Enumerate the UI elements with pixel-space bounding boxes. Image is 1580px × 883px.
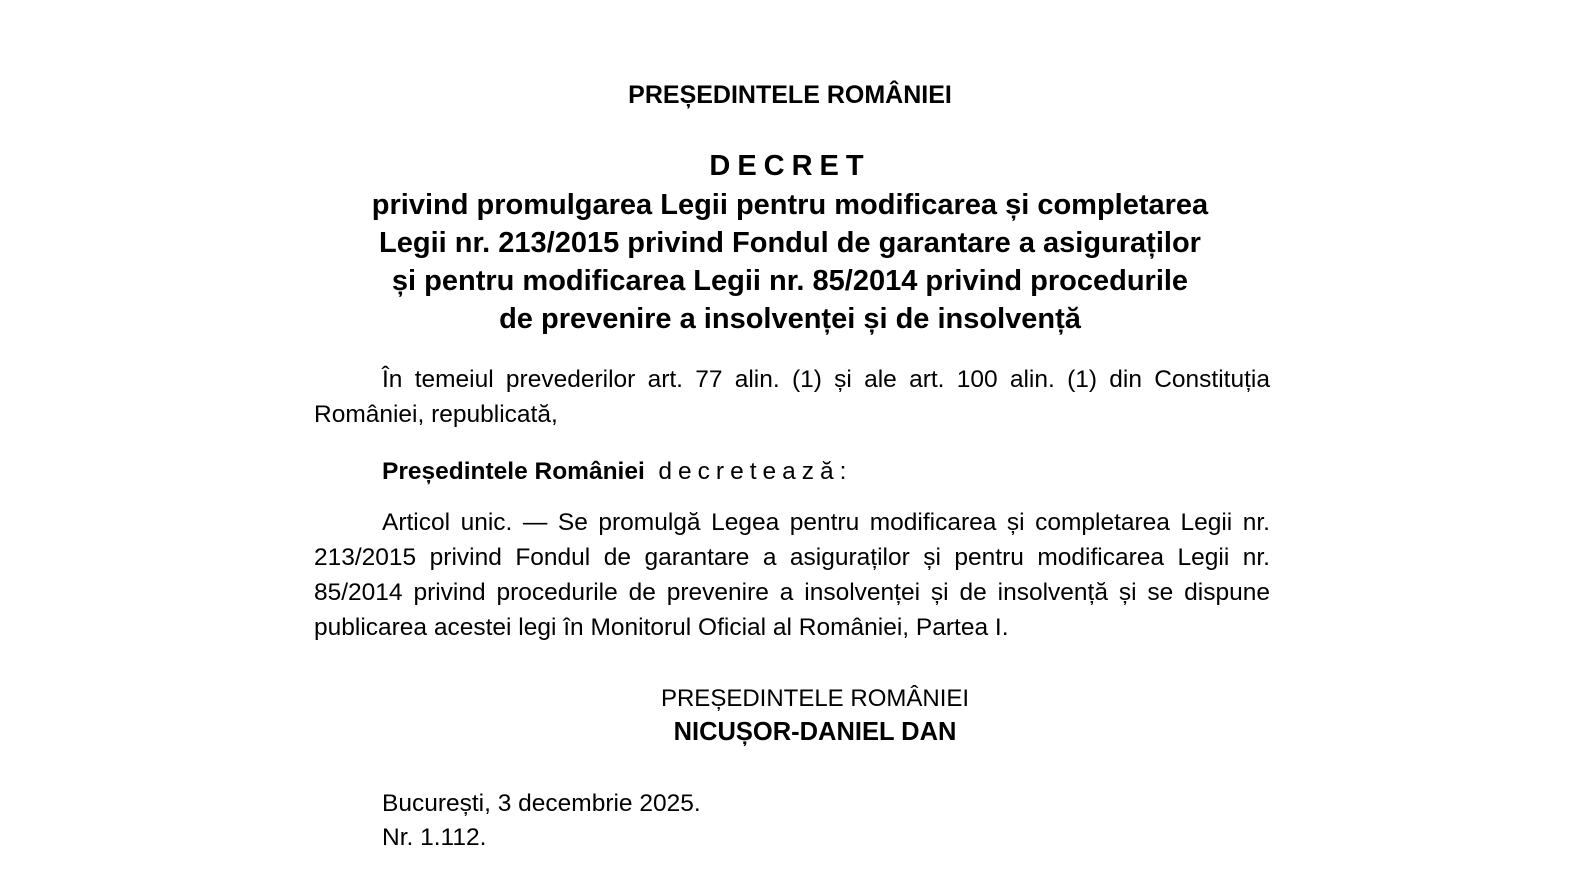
subtitle-line: Legii nr. 213/2015 privind Fondul de garantare a asiguraților xyxy=(379,227,1201,259)
place-and-date: București, 3 decembrie 2025. xyxy=(382,790,701,817)
subtitle-line: privind promulgarea Legii pentru modificarea și completarea xyxy=(371,189,1209,221)
decree-verb: decretează: xyxy=(658,458,853,485)
single-article-paragraph xyxy=(314,505,1270,645)
article-label: Articol unic. — xyxy=(382,509,558,536)
decree-number: Nr. 1.112. xyxy=(382,824,487,851)
decree-formula xyxy=(314,454,1270,489)
document-type-title: DECRET xyxy=(709,150,871,182)
decree-subtitle xyxy=(300,186,1280,338)
signatory-name: NICUȘOR-DANIEL DAN xyxy=(673,718,957,746)
issuer-header: PREȘEDINTELE ROMÂNIEI xyxy=(628,81,952,109)
decree-subject: Președintele României xyxy=(382,458,645,485)
subtitle-line: de prevenire a insolvenței și de insolvență xyxy=(499,303,1081,335)
signatory-title: PREȘEDINTELE ROMÂNIEI xyxy=(660,685,970,712)
legal-basis-paragraph: În temeiul prevederilor art. 77 alin. (1) și ale art. 100 alin. (1) din Constituția României, republicată, xyxy=(314,366,1270,428)
subtitle-line: și pentru modificarea Legii nr. 85/2014 privind procedurile xyxy=(391,265,1189,297)
article-text: Se promulgă Legea pentru modificarea și completarea Legii nr. 213/2015 privind Fondul de garantare a asiguraților și pentru modificarea Legii nr. 85/2014 privind procedurile de prevenire a insolvenței și de insolvență și se dispune publicarea acestei legi în Monitorul Oficial al României, Partea I. xyxy=(314,509,1270,641)
